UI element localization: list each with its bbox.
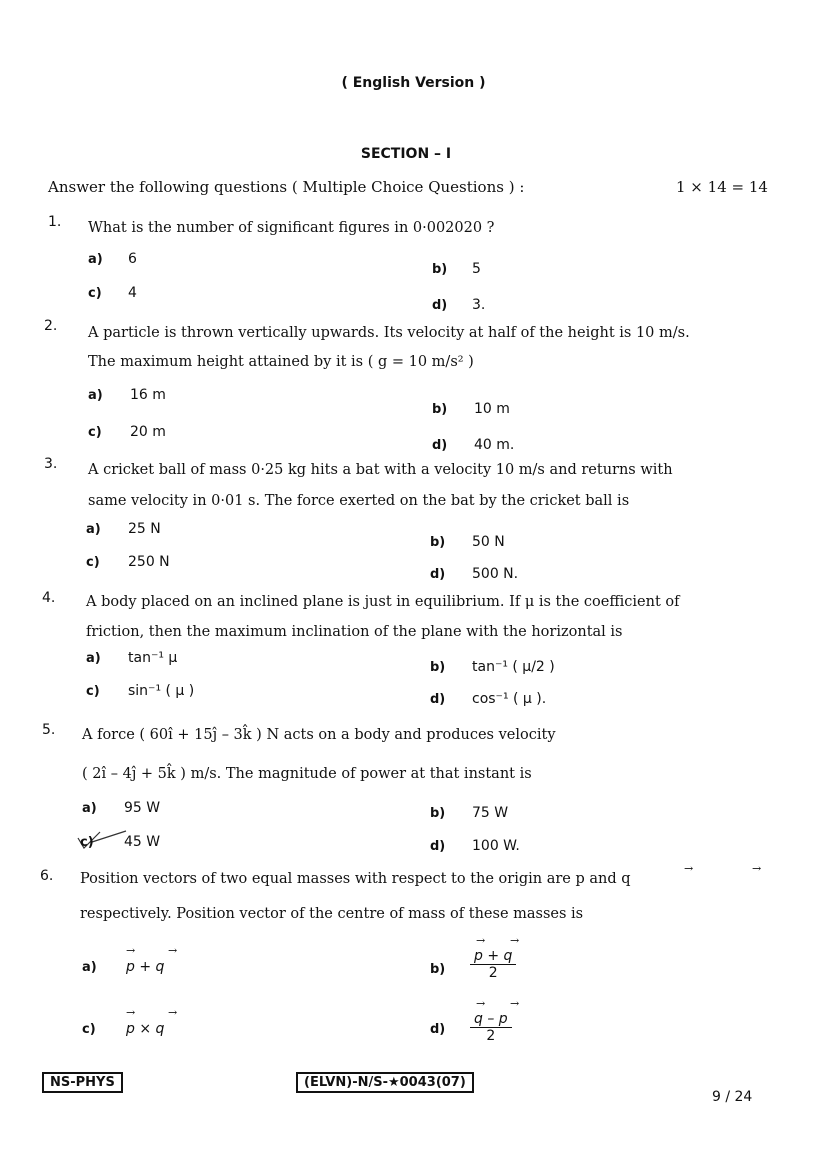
question-text: Position vectors of two equal masses with respect to the origin are p and q bbox=[80, 871, 631, 887]
vector-arrow-icon: → bbox=[476, 997, 486, 1010]
option-label: a) bbox=[88, 252, 103, 267]
question-number: 1. bbox=[48, 214, 62, 230]
option-label: b) bbox=[432, 262, 448, 277]
option-label: c) bbox=[86, 555, 100, 570]
option-label: a) bbox=[82, 960, 97, 975]
vector-arrow-icon: → bbox=[752, 862, 762, 875]
vector-arrow-icon: → bbox=[476, 934, 486, 947]
question-number: 2. bbox=[44, 318, 58, 334]
question-text: What is the number of significant figures in 0·002020 ? bbox=[88, 220, 495, 236]
question-number: 3. bbox=[44, 456, 58, 472]
option-d: 3. bbox=[472, 297, 486, 313]
vector-arrow-icon: → bbox=[510, 934, 520, 947]
option-d-numerator: q – p bbox=[470, 1011, 512, 1028]
option-b-numerator: p + q bbox=[470, 948, 516, 965]
option-label: b) bbox=[430, 660, 446, 675]
option-a: 25 N bbox=[128, 521, 161, 537]
option-c: 20 m bbox=[130, 424, 166, 440]
option-d-denominator: 2 bbox=[486, 1028, 496, 1044]
option-a: 16 m bbox=[130, 387, 166, 403]
question-number: 5. bbox=[42, 722, 56, 738]
option-label: b) bbox=[430, 535, 446, 550]
option-c: 250 N bbox=[128, 554, 170, 570]
option-a: tan⁻¹ μ bbox=[128, 650, 178, 666]
option-label: a) bbox=[86, 651, 101, 666]
question-text: ( 2î – 4ĵ + 5k̂ ) m/s. The magnitude of power at that instant is bbox=[82, 766, 532, 782]
option-c: sin⁻¹ ( μ ) bbox=[128, 683, 195, 699]
option-a: 6 bbox=[128, 251, 137, 267]
question-text: A force ( 60î + 15ĵ – 3k̂ ) N acts on a body and produces velocity bbox=[82, 727, 556, 743]
option-label: c) bbox=[80, 835, 94, 850]
question-text: The maximum height attained by it is ( g = 10 m/s² ) bbox=[88, 354, 474, 370]
option-d-fraction bbox=[470, 1011, 512, 1044]
option-d: 40 m. bbox=[474, 437, 515, 453]
vector-arrow-icon: → bbox=[510, 997, 520, 1010]
vector-arrow-icon: → bbox=[126, 1006, 136, 1019]
option-b-denominator: 2 bbox=[488, 965, 498, 981]
option-label: a) bbox=[82, 801, 97, 816]
option-d: 100 W. bbox=[472, 838, 520, 854]
option-label: d) bbox=[430, 567, 446, 582]
page-number: 9 / 24 bbox=[712, 1089, 753, 1105]
option-b-fraction bbox=[470, 948, 516, 981]
question-text: A body placed on an inclined plane is just in equilibrium. If μ is the coefficient of bbox=[86, 594, 680, 610]
option-c: 4 bbox=[128, 285, 137, 301]
option-label: b) bbox=[430, 806, 446, 821]
instructions-text: Answer the following questions ( Multiple Choice Questions ) : bbox=[48, 178, 525, 196]
question-text: A particle is thrown vertically upwards. Its velocity at half of the height is 10 m/s. bbox=[88, 325, 690, 341]
option-c: p × q bbox=[126, 1021, 165, 1037]
option-b: 50 N bbox=[472, 534, 505, 550]
option-d: cos⁻¹ ( μ ). bbox=[472, 691, 547, 707]
marks-scheme: 1 × 14 = 14 bbox=[676, 178, 768, 196]
vector-arrow-icon: → bbox=[684, 862, 694, 875]
option-b: 5 bbox=[472, 261, 481, 277]
option-label: d) bbox=[430, 1022, 446, 1037]
option-c: 45 W bbox=[124, 834, 161, 850]
paper-code: (ELVN)-N/S-★0043(07) bbox=[296, 1072, 474, 1093]
option-a: 95 W bbox=[124, 800, 161, 816]
option-label: b) bbox=[432, 402, 448, 417]
option-label: c) bbox=[88, 286, 102, 301]
question-text: respectively. Position vector of the centre of mass of these masses is bbox=[80, 906, 584, 922]
section-title: SECTION – I bbox=[360, 146, 452, 162]
option-label: a) bbox=[86, 522, 101, 537]
option-label: b) bbox=[430, 962, 446, 977]
option-d: 500 N. bbox=[472, 566, 519, 582]
vector-arrow-icon: → bbox=[168, 944, 178, 957]
option-label: d) bbox=[432, 438, 448, 453]
option-label: c) bbox=[82, 1022, 96, 1037]
question-text: same velocity in 0·01 s. The force exerted on the bat by the cricket ball is bbox=[88, 493, 630, 509]
question-number: 6. bbox=[40, 868, 54, 884]
option-label: d) bbox=[430, 692, 446, 707]
question-text: A cricket ball of mass 0·25 kg hits a bat with a velocity 10 m/s and returns with bbox=[88, 462, 673, 478]
version-title: ( English Version ) bbox=[341, 75, 486, 91]
option-b: 10 m bbox=[474, 401, 510, 417]
option-a: p + q bbox=[126, 959, 165, 975]
question-number: 4. bbox=[42, 590, 56, 606]
vector-arrow-icon: → bbox=[168, 1006, 178, 1019]
option-label: d) bbox=[430, 839, 446, 854]
option-label: c) bbox=[88, 425, 102, 440]
vector-arrow-icon: → bbox=[126, 944, 136, 957]
option-b: tan⁻¹ ( μ/2 ) bbox=[472, 659, 555, 675]
question-text: friction, then the maximum inclination of the plane with the horizontal is bbox=[86, 624, 623, 640]
subject-code: NS-PHYS bbox=[42, 1072, 123, 1093]
option-b: 75 W bbox=[472, 805, 509, 821]
option-label: d) bbox=[432, 298, 448, 313]
option-label: a) bbox=[88, 388, 103, 403]
option-label: c) bbox=[86, 684, 100, 699]
